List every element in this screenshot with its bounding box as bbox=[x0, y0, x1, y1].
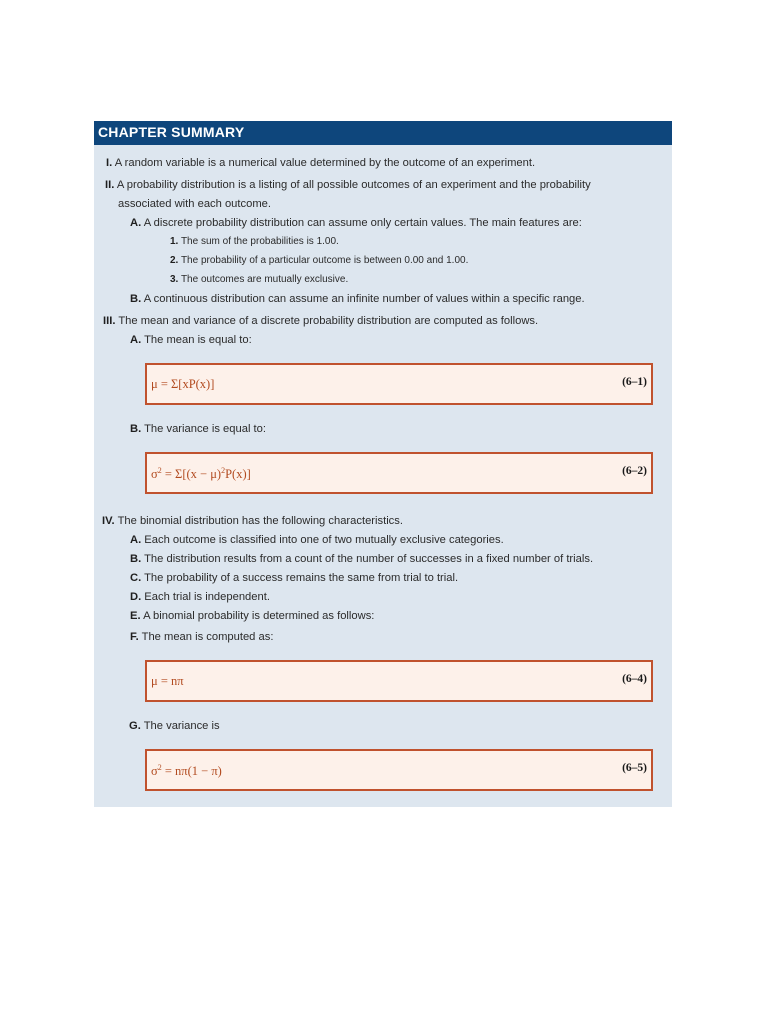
item-marker: A. bbox=[130, 217, 142, 229]
item-marker: 3. bbox=[170, 274, 179, 285]
list-item bbox=[130, 609, 374, 623]
item-text: The binomial distribution has the following characteristics. bbox=[117, 515, 403, 527]
item-marker: F. bbox=[130, 631, 139, 643]
item-text: The outcomes are mutually exclusive. bbox=[180, 274, 349, 285]
item-marker: 1. bbox=[170, 236, 179, 247]
formula-part: = Σ[(x − μ) bbox=[161, 467, 222, 482]
list-item bbox=[102, 514, 403, 528]
formula-number: (6–1) bbox=[622, 376, 647, 388]
item-text: The probability of a particular outcome is between 0.00 and 1.00. bbox=[180, 255, 469, 266]
list-item bbox=[130, 292, 585, 306]
list-item bbox=[130, 333, 252, 347]
item-text: associated with each outcome. bbox=[118, 198, 271, 210]
formula-mean: μ = Σ[xP(x)] bbox=[151, 377, 215, 391]
item-marker: II. bbox=[105, 179, 115, 191]
item-marker: I. bbox=[106, 157, 113, 169]
formula-exponent: 2 bbox=[157, 763, 162, 772]
formula-number: (6–5) bbox=[622, 762, 647, 774]
item-text: The distribution results from a count of the number of successes in a fixed number of trials. bbox=[144, 553, 594, 565]
item-text: The mean and variance of a discrete probability distribution are computed as follows. bbox=[118, 315, 539, 327]
formula-box-mean bbox=[145, 363, 653, 405]
list-item bbox=[170, 235, 339, 249]
item-text: The mean is computed as: bbox=[141, 631, 274, 643]
list-item bbox=[130, 216, 582, 230]
chapter-summary-header bbox=[94, 121, 672, 145]
list-item bbox=[129, 719, 220, 733]
list-item-continuation bbox=[118, 197, 271, 211]
item-marker: IV. bbox=[102, 515, 115, 527]
formula-part: P(x)] bbox=[225, 467, 251, 482]
item-marker: B. bbox=[130, 553, 142, 565]
formula-part: = nπ(1 − π) bbox=[161, 764, 222, 779]
item-marker: G. bbox=[129, 720, 141, 732]
item-marker: C. bbox=[130, 572, 142, 584]
item-marker: A. bbox=[130, 534, 142, 546]
formula-exponent: 2 bbox=[221, 466, 226, 475]
list-item bbox=[130, 571, 458, 585]
item-text: A discrete probability distribution can assume only certain values. The main features are: bbox=[143, 217, 582, 229]
item-text: A binomial probability is determined as follows: bbox=[143, 610, 375, 622]
item-marker: B. bbox=[130, 293, 142, 305]
formula-box-variance bbox=[145, 452, 653, 494]
item-text: A probability distribution is a listing of all possible outcomes of an experiment and the probability bbox=[116, 179, 591, 191]
list-item bbox=[130, 422, 266, 436]
item-text: Each outcome is classified into one of two mutually exclusive categories. bbox=[144, 534, 504, 546]
item-marker: III. bbox=[103, 315, 116, 327]
item-text: The sum of the probabilities is 1.00. bbox=[180, 236, 339, 247]
item-text: The probability of a success remains the same from trial to trial. bbox=[144, 572, 459, 584]
item-text: The variance is bbox=[143, 720, 220, 732]
page-title: CHAPTER SUMMARY bbox=[98, 124, 245, 140]
item-text: Each trial is independent. bbox=[144, 591, 270, 603]
formula-variance bbox=[151, 466, 251, 482]
item-marker: A. bbox=[130, 334, 142, 346]
item-marker: D. bbox=[130, 591, 142, 603]
list-item bbox=[130, 590, 270, 604]
list-item bbox=[130, 533, 504, 547]
formula-part: σ bbox=[151, 764, 158, 779]
item-text: The variance is equal to: bbox=[144, 423, 266, 435]
item-marker: E. bbox=[130, 610, 141, 622]
list-item bbox=[106, 156, 535, 170]
list-item bbox=[170, 273, 348, 287]
item-marker: B. bbox=[130, 423, 142, 435]
formula-box-binomial-mean bbox=[145, 660, 653, 702]
formula-number: (6–2) bbox=[622, 465, 647, 477]
list-item bbox=[170, 254, 468, 268]
item-marker: 2. bbox=[170, 255, 179, 266]
list-item bbox=[103, 314, 538, 328]
list-item bbox=[130, 552, 593, 566]
formula-binomial-variance bbox=[151, 763, 222, 779]
formula-box-binomial-variance bbox=[145, 749, 653, 791]
list-item bbox=[130, 630, 273, 644]
formula-binomial-mean: μ = nπ bbox=[151, 674, 184, 688]
formula-part: σ bbox=[151, 467, 158, 482]
formula-exponent: 2 bbox=[157, 466, 162, 475]
item-text: A random variable is a numerical value determined by the outcome of an experiment. bbox=[114, 157, 536, 169]
list-item bbox=[105, 178, 591, 192]
item-text: The mean is equal to: bbox=[144, 334, 252, 346]
item-text: A continuous distribution can assume an infinite number of values within a specific range. bbox=[143, 293, 585, 305]
formula-number: (6–4) bbox=[622, 673, 647, 685]
